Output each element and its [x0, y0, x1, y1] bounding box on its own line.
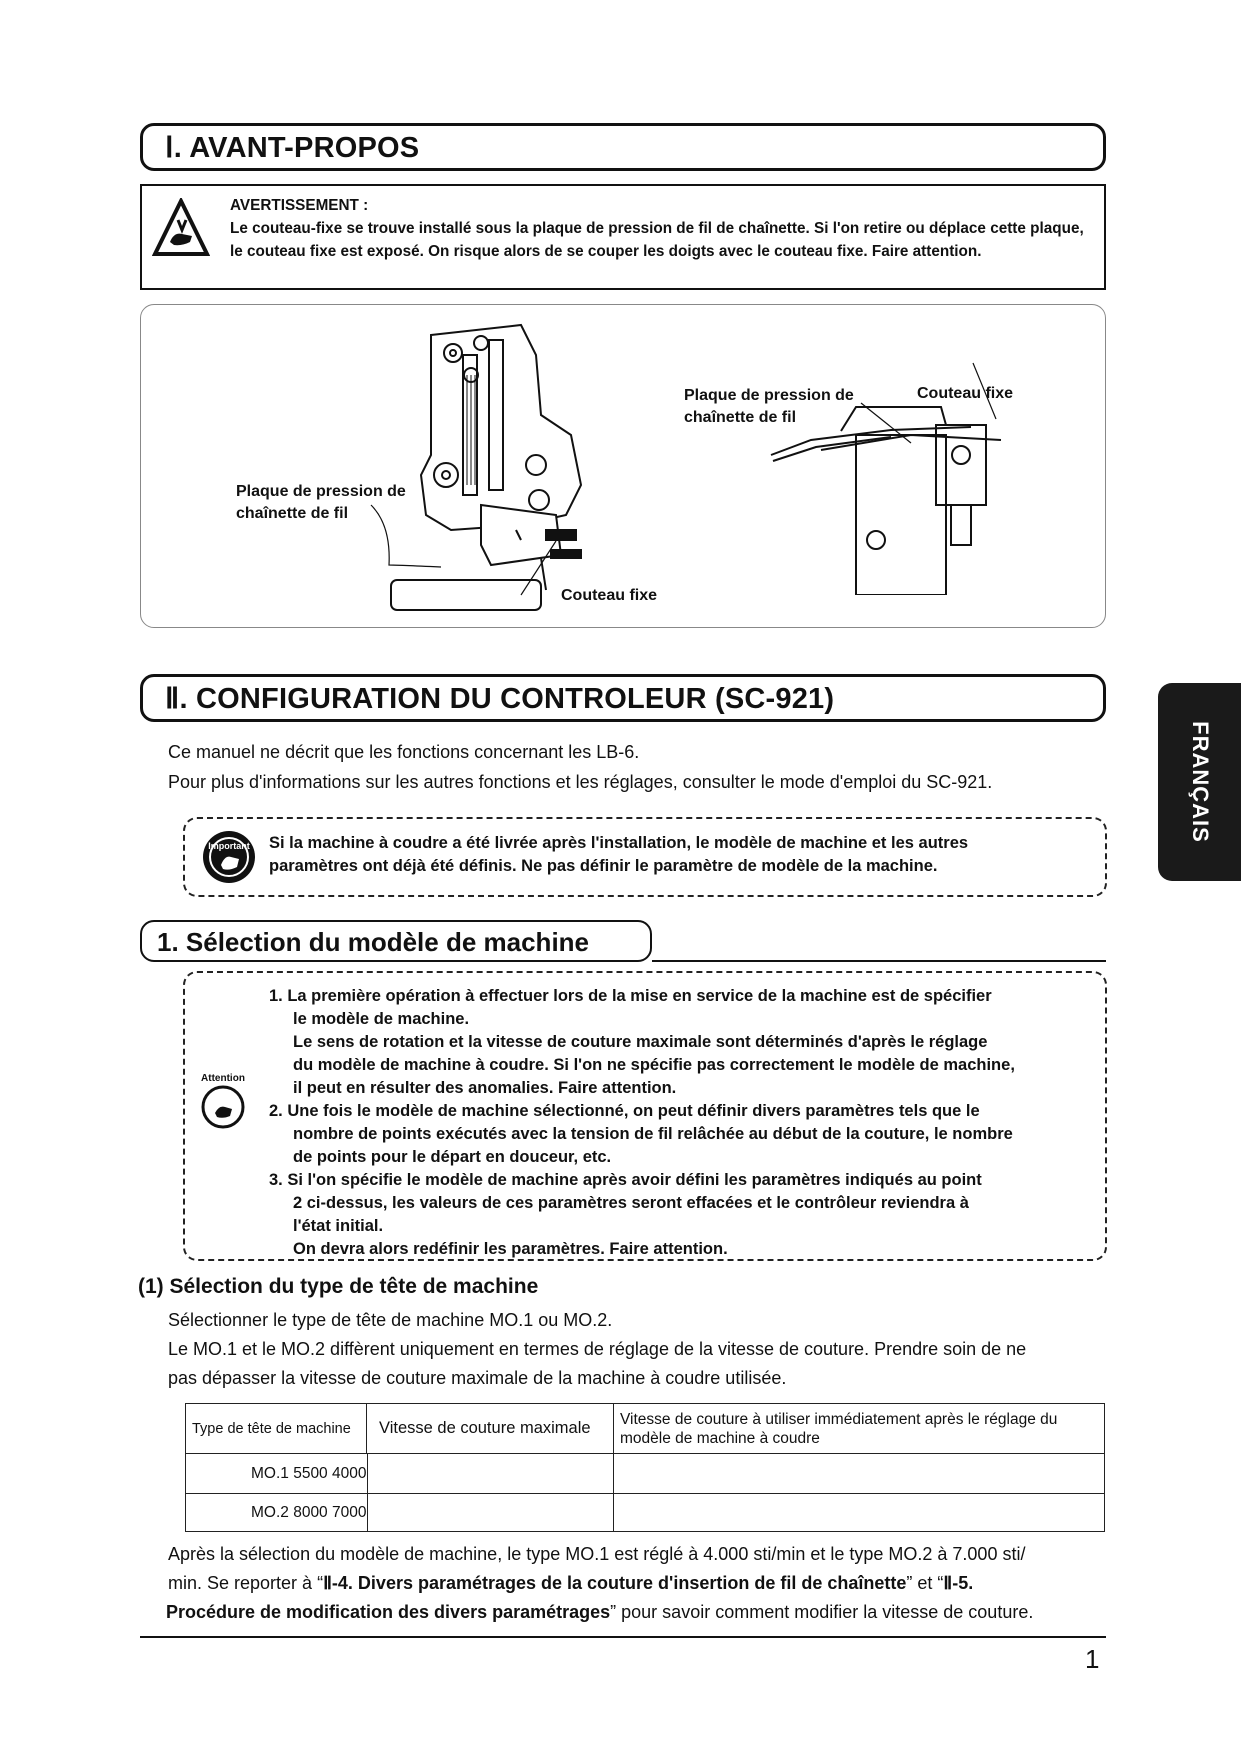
section-1-title: 1. Sélection du modèle de machine: [157, 927, 590, 957]
attention-line: 3. Si l'on spécifie le modèle de machine après avoir défini les paramètres indiqués au point: [269, 1171, 982, 1189]
important-icon: [201, 829, 257, 885]
table-cell: MO.2 8000 7000: [186, 1494, 614, 1532]
closing-line-2-start: min. Se reporter à “: [168, 1573, 324, 1593]
left-plate-label-line-1: Plaque de pression de: [236, 483, 406, 500]
attention-line: de points pour le départ en douceur, etc.: [293, 1148, 612, 1166]
attention-line: 1. La première opération à effectuer lors de la mise en service de la machine est de spécifier: [269, 987, 992, 1005]
closing-reference-2a: Ⅱ-5.: [943, 1573, 974, 1593]
closing-line-1: Après la sélection du modèle de machine, le type MO.1 est réglé à 4.000 sti/min et le type MO.2 à 7.000 sti/: [168, 1544, 1026, 1564]
subsection-1-text-2: Le MO.1 et le MO.2 diffèrent uniquement en termes de réglage de la vitesse de couture. Prendre soin de ne: [168, 1339, 1027, 1359]
attention-line: le modèle de machine.: [293, 1010, 470, 1028]
attention-line: du modèle de machine à coudre. Si l'on ne spécifie pas correctement le modèle de machine,: [293, 1056, 1015, 1074]
table-row: [186, 1454, 1105, 1494]
warning-hand-icon: [152, 198, 210, 258]
closing-line-3: [166, 1598, 1033, 1627]
left-plate-label: [236, 481, 406, 525]
machine-type-table: [185, 1403, 1105, 1532]
closing-line-3-end: ” pour savoir comment modifier la vitesse de couture.: [610, 1602, 1034, 1622]
table-header-cell: Vitesse de couture maximale: [367, 1404, 614, 1454]
attention-line: 2. Une fois le modèle de machine sélectionné, on peut définir divers paramètres tels que le: [269, 1102, 980, 1120]
table-row: [186, 1494, 1105, 1532]
chapter-1-title: Ⅰ. AVANT-PROPOS: [165, 132, 420, 164]
important-line-2: paramètres ont déjà été définis. Ne pas définir le paramètre de modèle de la machine.: [269, 857, 938, 875]
attention-line: il peut en résulter des anomalies. Faire attention.: [293, 1079, 677, 1097]
right-plate-label-line-2: chaînette de fil: [684, 409, 797, 426]
subsection-1-text-1: Sélectionner le type de tête de machine MO.1 ou MO.2.: [168, 1310, 613, 1330]
important-icon-label: Important: [208, 841, 250, 851]
attention-line: l'état initial.: [293, 1217, 384, 1235]
language-tab-label: FRANÇAIS: [1187, 721, 1213, 843]
left-plate-label-line-2: chaînette de fil: [236, 505, 349, 522]
warning-heading: AVERTISSEMENT :: [230, 197, 369, 214]
warning-box: [140, 184, 1106, 290]
page-number: 1: [1085, 1644, 1100, 1674]
language-tab: [1158, 683, 1241, 881]
table-cell-empty: [614, 1454, 1105, 1494]
attention-icon-label: Attention: [201, 1073, 245, 1084]
attention-box: [183, 971, 1107, 1261]
closing-line-2: [168, 1569, 973, 1598]
table-header-row: [186, 1404, 1105, 1454]
important-text: [269, 832, 968, 878]
warning-text-block: [230, 194, 1096, 263]
table-cell-empty: [614, 1494, 1105, 1532]
figure-panel: [140, 304, 1106, 628]
important-line-1: Si la machine à coudre a été livrée après l'installation, le modèle de machine et les autres: [269, 834, 969, 852]
table-header-cell: Type de tête de machine: [186, 1404, 367, 1454]
left-knife-label: Couteau fixe: [561, 587, 658, 604]
right-plate-label: [684, 385, 854, 429]
attention-text: [269, 985, 1015, 1261]
attention-line: Le sens de rotation et la vitesse de couture maximale sont déterminés d'après le réglage: [293, 1033, 988, 1051]
attention-line: 2 ci-dessus, les valeurs de ces paramètres seront effacées et le contrôleur reviendra à: [293, 1194, 969, 1212]
chapter-2-header: [140, 674, 1106, 722]
subsection-1-title: (1) Sélection du type de tête de machine: [138, 1275, 539, 1298]
warning-body: Le couteau-fixe se trouve installé sous la plaque de pression de fil de chaînette. Si l'on retire ou déplace cette plaque, le couteau fixe est exposé. On risque alors de se couper les doigts avec le couteau fixe. Faire attention.: [230, 220, 1084, 260]
closing-reference-1: Ⅱ-4. Divers paramétrages de la couture d'insertion de fil de chaînette: [323, 1573, 907, 1593]
subsection-1-text-3: pas dépasser la vitesse de couture maximale de la machine à coudre utilisée.: [168, 1368, 787, 1388]
closing-reference-2b: Procédure de modification des divers paramétrages: [166, 1602, 611, 1622]
chapter-2-title: Ⅱ. CONFIGURATION DU CONTROLEUR (SC-921): [165, 683, 835, 715]
attention-line: nombre de points exécutés avec la tension de fil relâchée au début de la couture, le nombre: [293, 1125, 1013, 1143]
footer-rule: [140, 1636, 1106, 1638]
right-knife-label: Couteau fixe: [917, 385, 1014, 402]
table-cell: MO.1 5500 4000: [186, 1454, 614, 1494]
chapter-2-intro-line-1: Ce manuel ne décrit que les fonctions concernant les LB-6.: [168, 742, 640, 762]
important-box: [183, 817, 1107, 897]
chapter-1-header: [140, 123, 1106, 171]
section-1-header: [140, 920, 652, 962]
leader-lines: [141, 305, 1107, 629]
chapter-2-intro-line-2: Pour plus d'informations sur les autres fonctions et les réglages, consulter le mode d'emploi du SC-921.: [168, 772, 993, 792]
closing-line-2-mid: ” et “: [906, 1573, 944, 1593]
section-1-rule: [652, 960, 1106, 962]
attention-line: On devra alors redéfinir les paramètres. Faire attention.: [293, 1240, 728, 1258]
right-plate-label-line-1: Plaque de pression de: [684, 387, 854, 404]
table-column-divider: [367, 1454, 368, 1532]
table-header-cell: Vitesse de couture à utiliser immédiatement après le réglage du modèle de machine à coudre: [614, 1404, 1105, 1454]
attention-icon: [201, 1085, 245, 1129]
